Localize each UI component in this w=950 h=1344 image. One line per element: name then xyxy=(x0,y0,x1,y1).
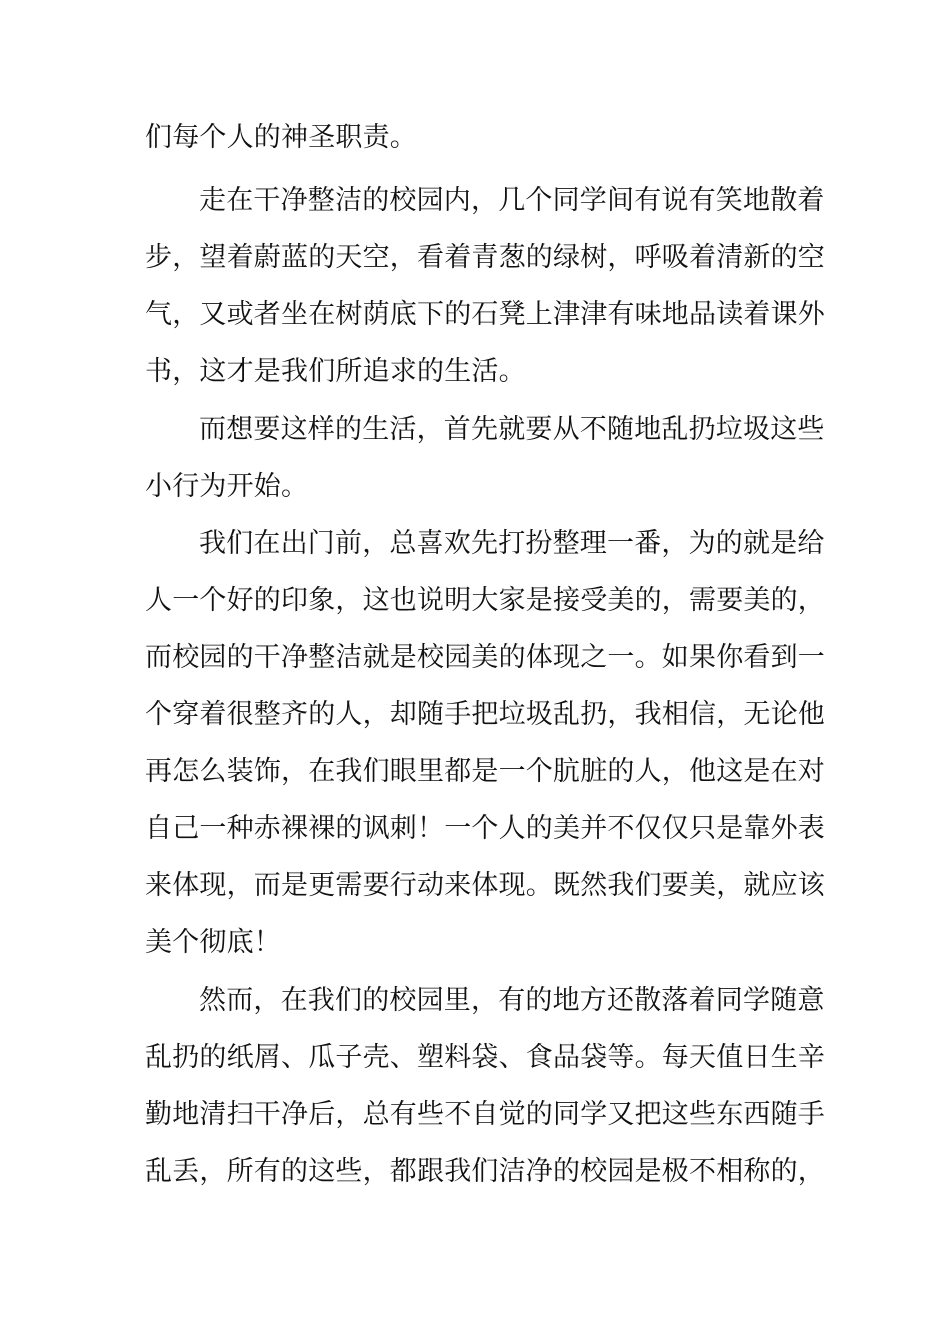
text-line: 来体现，而是更需要行动来体现。既然我们要美，就应该 xyxy=(145,870,825,901)
text-line: 勤地清扫干净后，总有些不自觉的同学又把这些东西随手 xyxy=(145,1099,825,1130)
text-line: 步，望着蔚蓝的天空，看着青葱的绿树，呼吸着清新的空 xyxy=(145,242,825,273)
paragraph-first-line: 走在干净整洁的校园内，几个同学间有说有笑地散着 xyxy=(199,185,825,216)
text-line: 书，这才是我们所追求的生活。 xyxy=(145,356,526,387)
text-line: 小行为开始。 xyxy=(145,471,309,502)
text-line: 们每个人的神圣职责。 xyxy=(145,122,417,153)
paragraph-first-line: 然而，在我们的校园里，有的地方还散落着同学随意 xyxy=(199,985,825,1016)
text-line: 而校园的干净整洁就是校园美的体现之一。如果你看到一 xyxy=(145,642,825,673)
text-line: 气，又或者坐在树荫底下的石凳上津津有味地品读着课外 xyxy=(145,299,825,330)
text-line: 自己一种赤裸裸的讽刺！一个人的美并不仅仅只是靠外表 xyxy=(145,813,825,844)
text-line: 再怎么装饰，在我们眼里都是一个肮脏的人，他这是在对 xyxy=(145,756,825,787)
text-line: 个穿着很整齐的人，却随手把垃圾乱扔，我相信，无论他 xyxy=(145,699,825,730)
paragraph-first-line: 而想要这样的生活，首先就要从不随地乱扔垃圾这些 xyxy=(199,414,825,445)
paragraph-first-line: 我们在出门前，总喜欢先打扮整理一番，为的就是给 xyxy=(199,528,825,559)
text-line: 人一个好的印象，这也说明大家是接受美的，需要美的， xyxy=(145,585,825,616)
text-line: 美个彻底！ xyxy=(145,927,281,958)
text-line: 乱丢，所有的这些，都跟我们洁净的校园是极不相称的， xyxy=(145,1156,825,1187)
text-line: 乱扔的纸屑、瓜子壳、塑料袋、食品袋等。每天值日生辛 xyxy=(145,1042,825,1073)
